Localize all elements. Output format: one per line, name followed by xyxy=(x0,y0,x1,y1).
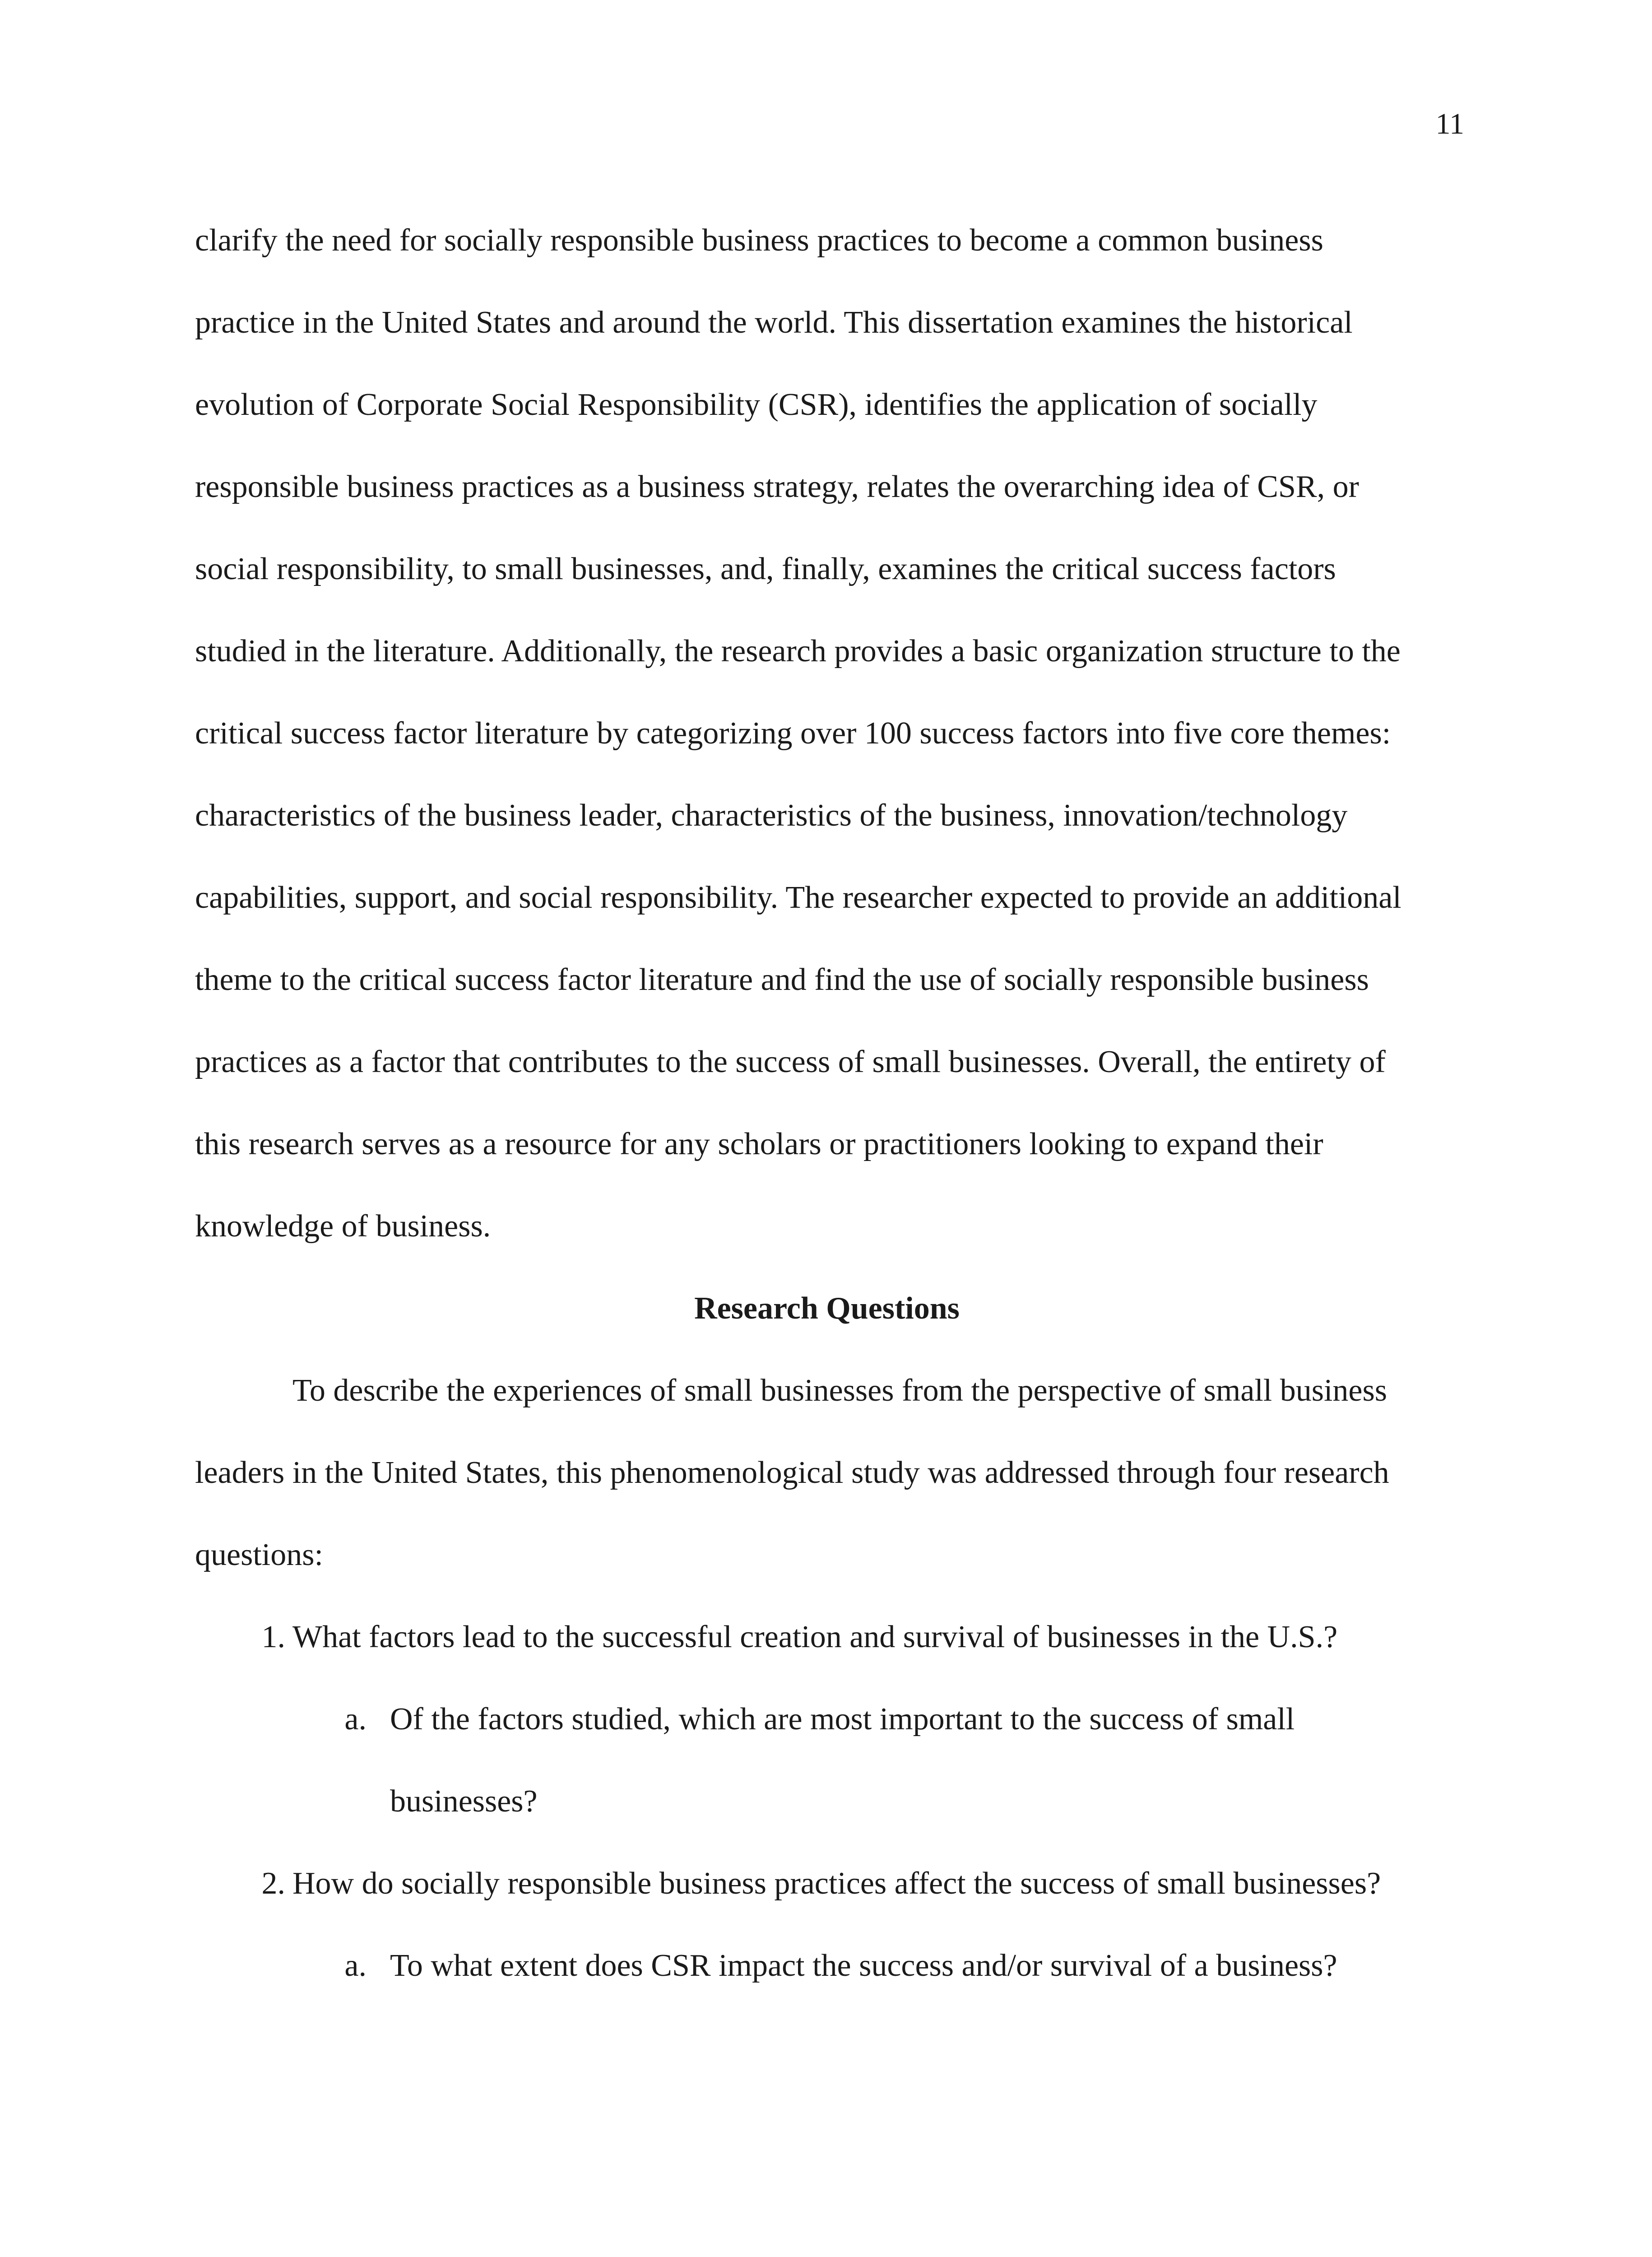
paragraph-line: this research serves as a resource for any scholars or practitioners looking to expand their xyxy=(195,1127,1323,1161)
body-text xyxy=(195,200,1459,2007)
paragraph-line: capabilities, support, and social responsibility. The researcher expected to provide an additional xyxy=(195,880,1401,915)
paragraph-line: clarify the need for socially responsible business practices to become a common business xyxy=(195,223,1323,258)
list-item-text: Of the factors studied, which are most important to the success of small xyxy=(390,1702,1295,1737)
paragraph-line: studied in the literature. Additionally, the research provides a basic organization structure to the xyxy=(195,634,1401,669)
section-heading: Research Questions xyxy=(694,1291,960,1326)
paragraph-line: knowledge of business. xyxy=(195,1209,491,1244)
page-number: 11 xyxy=(1435,107,1464,140)
list-marker: a. xyxy=(344,1948,367,1983)
list-item-text: To what extent does CSR impact the success and/or survival of a business? xyxy=(390,1948,1337,1983)
paragraph-line: practice in the United States and around the world. This dissertation examines the historical xyxy=(195,305,1353,340)
paragraph-line: responsible business practices as a business strategy, relates the overarching idea of CSR, or xyxy=(195,469,1359,504)
list-item xyxy=(195,1843,1459,1925)
list-item-text: What factors lead to the successful creation and survival of businesses in the U.S.? xyxy=(292,1620,1338,1654)
paragraph-line: characteristics of the business leader, characteristics of the business, innovation/technology xyxy=(195,798,1348,833)
research-questions-list xyxy=(195,1596,1459,2007)
paragraph-2 xyxy=(195,1350,1459,1596)
paragraph-line: social responsibility, to small businesses, and, finally, examines the critical success factors xyxy=(195,552,1336,586)
sub-list-item xyxy=(195,1678,1459,1760)
sub-list-item xyxy=(195,1925,1459,2007)
list-marker: 2. xyxy=(261,1866,285,1901)
sub-list-item-continuation xyxy=(195,1760,1459,1843)
paragraph-line: evolution of Corporate Social Responsibility (CSR), identifies the application of socially xyxy=(195,387,1318,422)
paragraph-line: questions: xyxy=(195,1537,323,1572)
paragraph-line: practices as a factor that contributes to the success of small businesses. Overall, the entirety of xyxy=(195,1045,1386,1079)
list-item xyxy=(195,1596,1459,1678)
list-marker: a. xyxy=(344,1702,367,1737)
paragraph-line: To describe the experiences of small businesses from the perspective of small business xyxy=(292,1373,1387,1408)
list-marker: 1. xyxy=(261,1620,285,1654)
list-item-text: businesses? xyxy=(390,1784,538,1819)
paragraph-line: theme to the critical success factor literature and find the use of socially responsible business xyxy=(195,962,1369,997)
paragraph-1 xyxy=(195,200,1459,1268)
list-item-text: How do socially responsible business practices affect the success of small businesses? xyxy=(292,1866,1381,1901)
paragraph-line: critical success factor literature by categorizing over 100 success factors into five core themes: xyxy=(195,716,1391,751)
paragraph-line: leaders in the United States, this phenomenological study was addressed through four research xyxy=(195,1455,1389,1490)
